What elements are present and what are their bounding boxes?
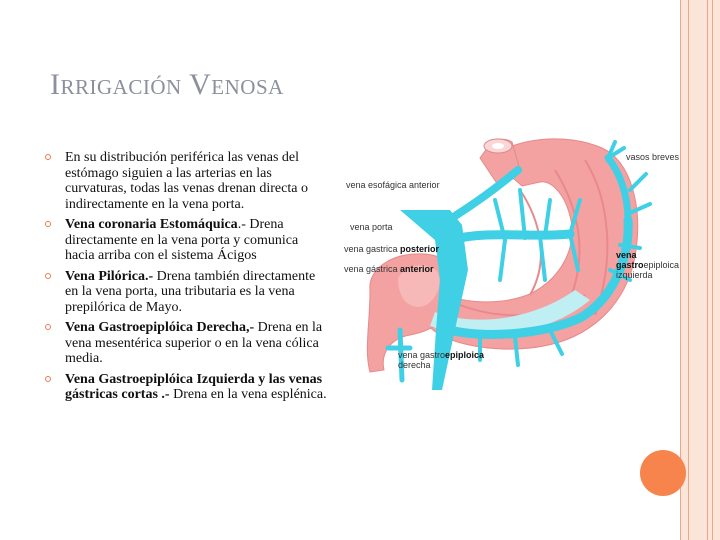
- bullet-term: Vena coronaria Estomáquica: [65, 217, 238, 232]
- bullet-term: Vena Pilórica.-: [65, 268, 154, 284]
- bullet-item: [44, 372, 327, 403]
- label-gastroepiploica-izquierda: vena gastroepiploica izquierda: [616, 250, 680, 280]
- bullet-text: Drena también directamente en la vena porta, una tributaria es la vena prepilórica de Mayo.: [65, 268, 316, 315]
- bullet-marker-icon: [45, 154, 51, 160]
- label-gastroepiploica-derecha: vena gastroepiploica derecha: [398, 350, 485, 370]
- label-vena-porta: vena porta: [350, 222, 393, 232]
- label-vasos-breves: vasos breves: [626, 152, 680, 162]
- decorative-orange-circle: [640, 450, 686, 496]
- bullet-item: [44, 269, 327, 316]
- bullet-item: [44, 217, 327, 264]
- bullet-marker-icon: [45, 376, 51, 382]
- bullet-item: [44, 320, 327, 367]
- bullet-term: Vena Gastroepiplóica Izquierda y las venas gástricas cortas .-: [65, 371, 323, 402]
- label-gastrica-posterior: vena gastrica posterior: [344, 244, 440, 254]
- bullet-list: [44, 150, 327, 408]
- bullet-term: Vena Gastroepiplóica Derecha,-: [65, 320, 255, 335]
- bullet-marker-icon: [45, 221, 51, 227]
- decorative-line: [712, 0, 713, 540]
- bullet-marker-icon: [45, 273, 51, 279]
- label-vena-esofagica: vena esofágica anterior: [346, 180, 440, 190]
- bullet-text: Drena en la vena mesentérica superior o en la vena cólica media.: [65, 320, 323, 366]
- label-gastrica-anterior: vena gástrica anterior: [344, 264, 434, 274]
- bullet-item: [44, 150, 327, 212]
- bullet-marker-icon: [45, 324, 51, 330]
- bullet-text: En su distribución periférica las venas del estómago siguien a las arterias en las curvaturas, todas las venas drenan directa o indirectamente en la vena porta.: [65, 150, 308, 212]
- bullet-text: .- Drena directamente en la vena porta y comunica hacia arriba con el sistema Ácigos: [65, 217, 299, 263]
- decorative-line: [707, 0, 708, 540]
- decorative-line: [688, 0, 689, 540]
- bullet-text: Drena en la vena esplénica.: [169, 387, 327, 402]
- stomach-veins-diagram: [340, 130, 680, 390]
- slide-title: Irrigación Venosa: [50, 68, 284, 101]
- right-decorative-band: [680, 0, 720, 540]
